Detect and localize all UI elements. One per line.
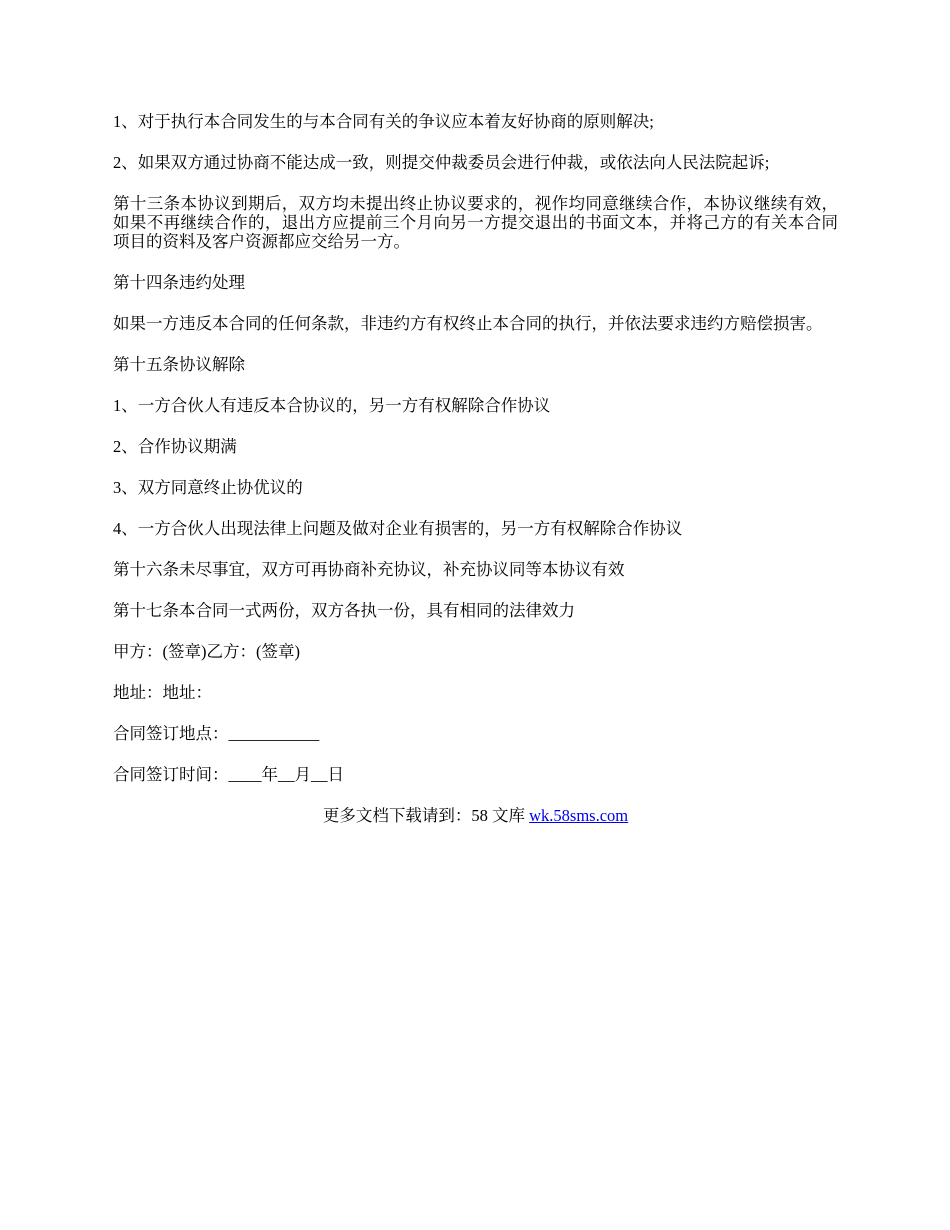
footer-link[interactable]: wk.58sms.com: [529, 806, 629, 825]
paragraph-termination-3: 3、双方同意终止协优议的: [113, 478, 303, 497]
paragraph-termination-2: 2、合作协议期满: [113, 437, 237, 456]
paragraph-article-16: 第十六条未尽事宜，双方可再协商补充协议，补充协议同等本协议有效: [113, 560, 625, 579]
address-line: 地址：地址：: [113, 683, 212, 702]
signature-parties: 甲方：(签章)乙方：(签章): [113, 642, 300, 661]
paragraph-termination-1: 1、一方合伙人有违反本合协议的，另一方有权解除合作协议: [113, 396, 551, 415]
paragraph-breach: 如果一方违反本合同的任何条款，非违约方有权终止本合同的执行，并依法要求违约方赔偿损害。: [113, 314, 823, 333]
paragraph-termination-4: 4、一方合伙人出现法律上问题及做对企业有损害的，另一方有权解除合作协议: [113, 519, 683, 538]
paragraph-dispute-1: 1、对于执行本合同发生的与本合同有关的争议应本着友好协商的原则解决;: [113, 112, 654, 131]
heading-article-15: 第十五条协议解除: [113, 355, 245, 374]
footer-prefix: 更多文档下载请到：58 文库: [322, 806, 530, 825]
signing-place: 合同签订地点：___________: [113, 724, 320, 743]
paragraph-dispute-2: 2、如果双方通过协商不能达成一致，则提交仲裁委员会进行仲裁，或依法向人民法院起诉;: [113, 153, 770, 172]
paragraph-article-13: 第十三条本协议到期后，双方均未提出终止协议要求的，视作均同意继续合作，本协议继续有效，如果不再继续合作的，退出方应提前三个月向另一方提交退出的书面文本，并将己方的有关本合同项目的资料及客户资源都应交给另一方。: [113, 194, 838, 251]
paragraph-article-17: 第十七条本合同一式两份，双方各执一份，具有相同的法律效力: [113, 601, 575, 620]
download-footer: [113, 806, 838, 825]
signing-date: 合同签订时间：____年__月__日: [113, 765, 344, 784]
heading-article-14: 第十四条违约处理: [113, 273, 245, 292]
